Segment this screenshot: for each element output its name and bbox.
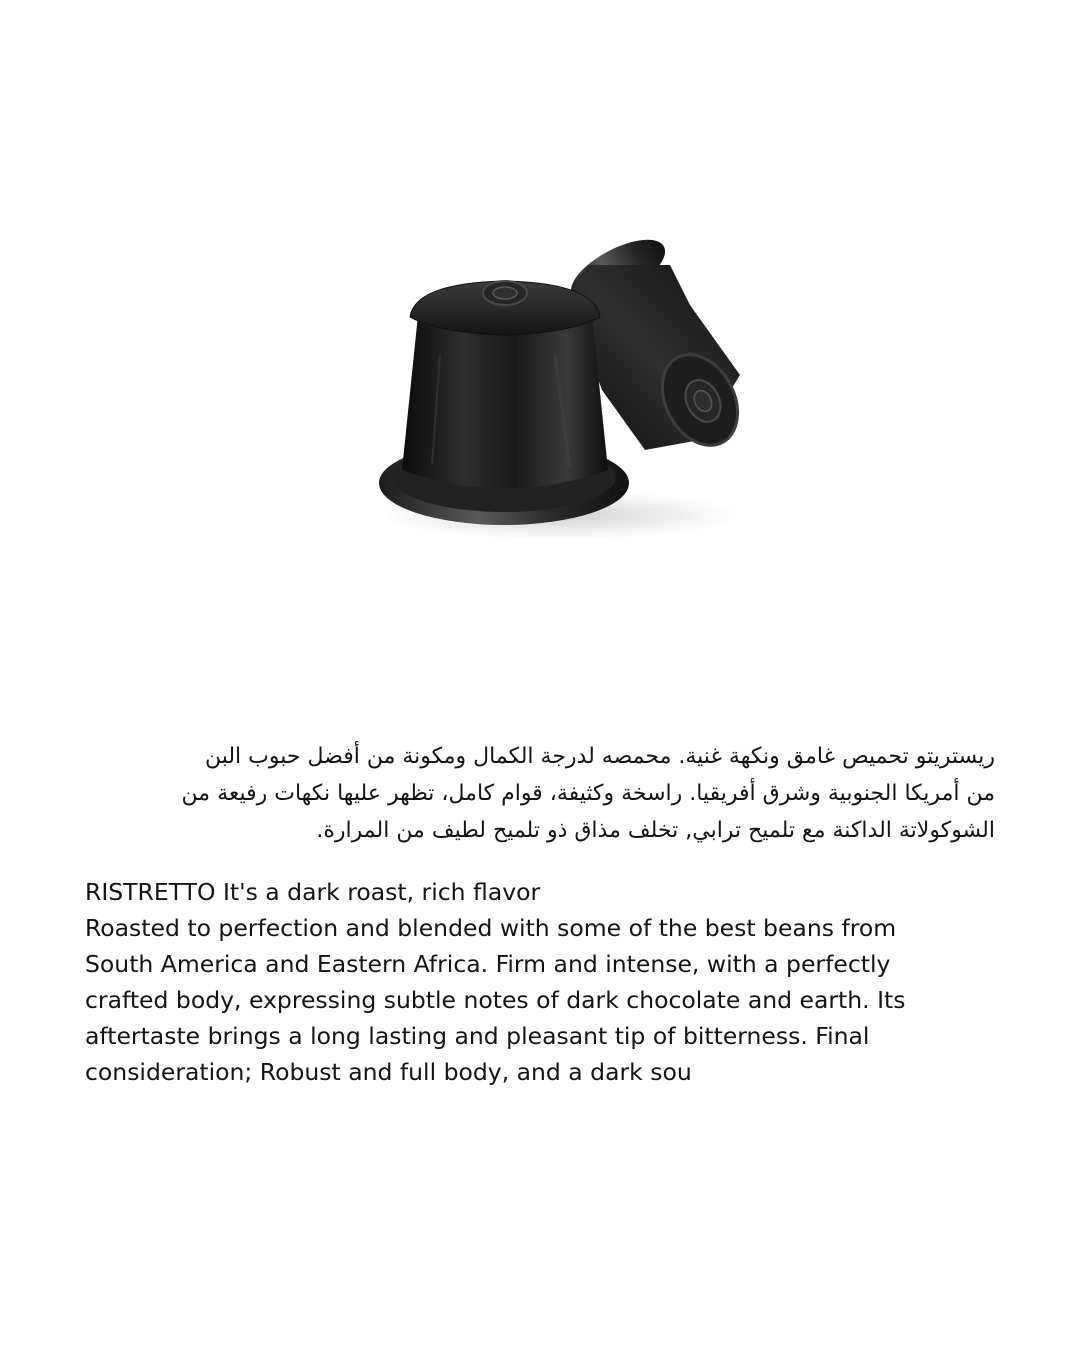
english-line: South America and Eastern Africa. Firm and intense, with a perfectly bbox=[85, 950, 891, 978]
english-title-line: RISTRETTO It's a dark roast, rich flavor bbox=[85, 878, 541, 906]
arabic-line: من أمريكا الجنوبية وشرق أفريقيا. راسخة وكثيفة، قوام كامل، تظهر عليها نكهات رفيعة من bbox=[181, 781, 995, 806]
english-line: crafted body, expressing subtle notes of dark chocolate and earth. Its bbox=[85, 986, 906, 1014]
arabic-line: ريستريتو تحميص غامق ونكهة غنية. محمصه لدرجة الكمال ومكونة من أفضل حبوب البن bbox=[204, 744, 995, 769]
english-description bbox=[85, 874, 1015, 1090]
arabic-line: الشوكولاتة الداكنة مع تلميح ترابي, تخلف مذاق ذو تلميح لطيف من المرارة. bbox=[316, 818, 995, 843]
english-line: aftertaste brings a long lasting and pleasant tip of bitterness. Final bbox=[85, 1022, 870, 1050]
english-line: consideration; Robust and full body, and a dark sou bbox=[85, 1058, 692, 1086]
coffee-capsules-image bbox=[370, 225, 750, 545]
capsule-front-shape bbox=[379, 281, 629, 525]
arabic-description bbox=[85, 738, 995, 849]
english-line: Roasted to perfection and blended with some of the best beans from bbox=[85, 914, 897, 942]
